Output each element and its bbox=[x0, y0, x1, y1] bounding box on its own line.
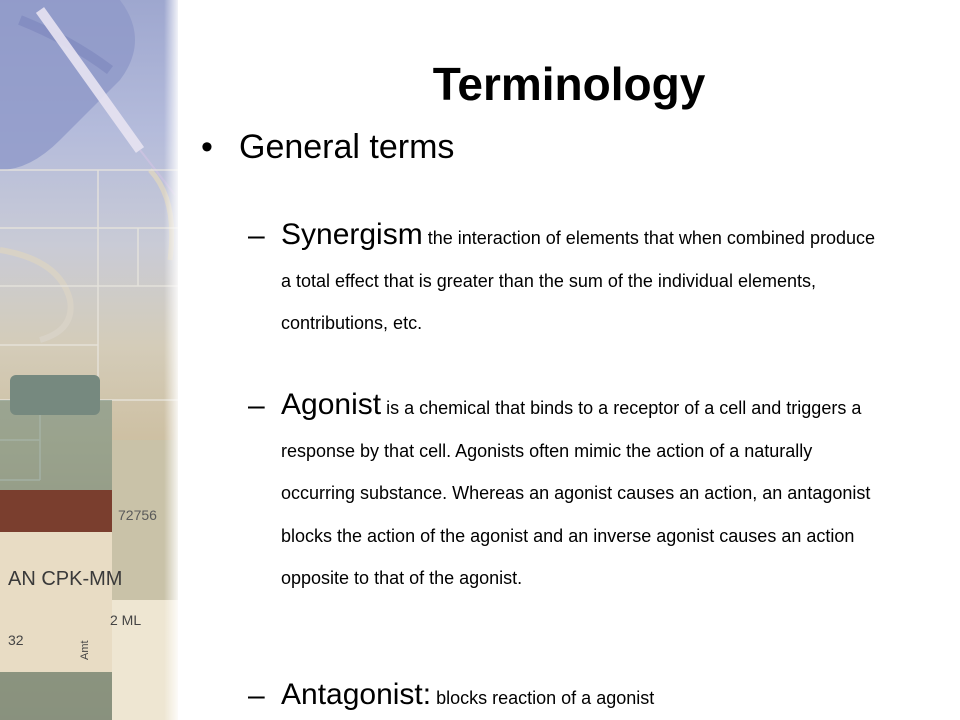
label-32: 32 bbox=[8, 632, 24, 648]
term-name: Agonist bbox=[281, 388, 382, 421]
label-cpk: AN CPK-MM bbox=[8, 568, 123, 590]
dash-marker: – bbox=[248, 679, 265, 712]
term-item-synergism bbox=[248, 217, 888, 345]
label-amt: Amt bbox=[79, 640, 91, 660]
dash-marker: – bbox=[248, 389, 265, 422]
term-name: Synergism bbox=[281, 218, 423, 251]
strip-fade bbox=[164, 0, 178, 720]
slide-title: Terminology bbox=[432, 58, 706, 110]
dash-marker: – bbox=[248, 219, 265, 252]
term-item-antagonist bbox=[248, 677, 888, 720]
bullet-marker: • bbox=[201, 128, 213, 166]
label-ml: 2 ML bbox=[110, 612, 142, 628]
bullet-general-terms bbox=[201, 127, 454, 167]
bottle-labels bbox=[0, 0, 178, 720]
term-definition: the interaction of elements that when combined produce a total effect that is greater than the sum of the individual elements, contributions, etc. bbox=[281, 228, 875, 333]
term-item-agonist bbox=[248, 387, 888, 600]
bullet-text: General terms bbox=[239, 128, 455, 166]
label-num: 72756 bbox=[118, 507, 157, 523]
decorative-photo-strip bbox=[0, 0, 178, 720]
term-definition: is a chemical that binds to a receptor of a cell and triggers a response by that cell. Agonists often mimic the action of a naturally occurring substance. Whereas an agonist causes an action, an antagonist blocks the action of the agonist and an inverse agonist causes an action opposite to that of the agonist. bbox=[281, 398, 871, 588]
term-name: Antagonist: bbox=[281, 678, 432, 711]
term-definition: blocks reaction of a agonist bbox=[431, 688, 655, 708]
